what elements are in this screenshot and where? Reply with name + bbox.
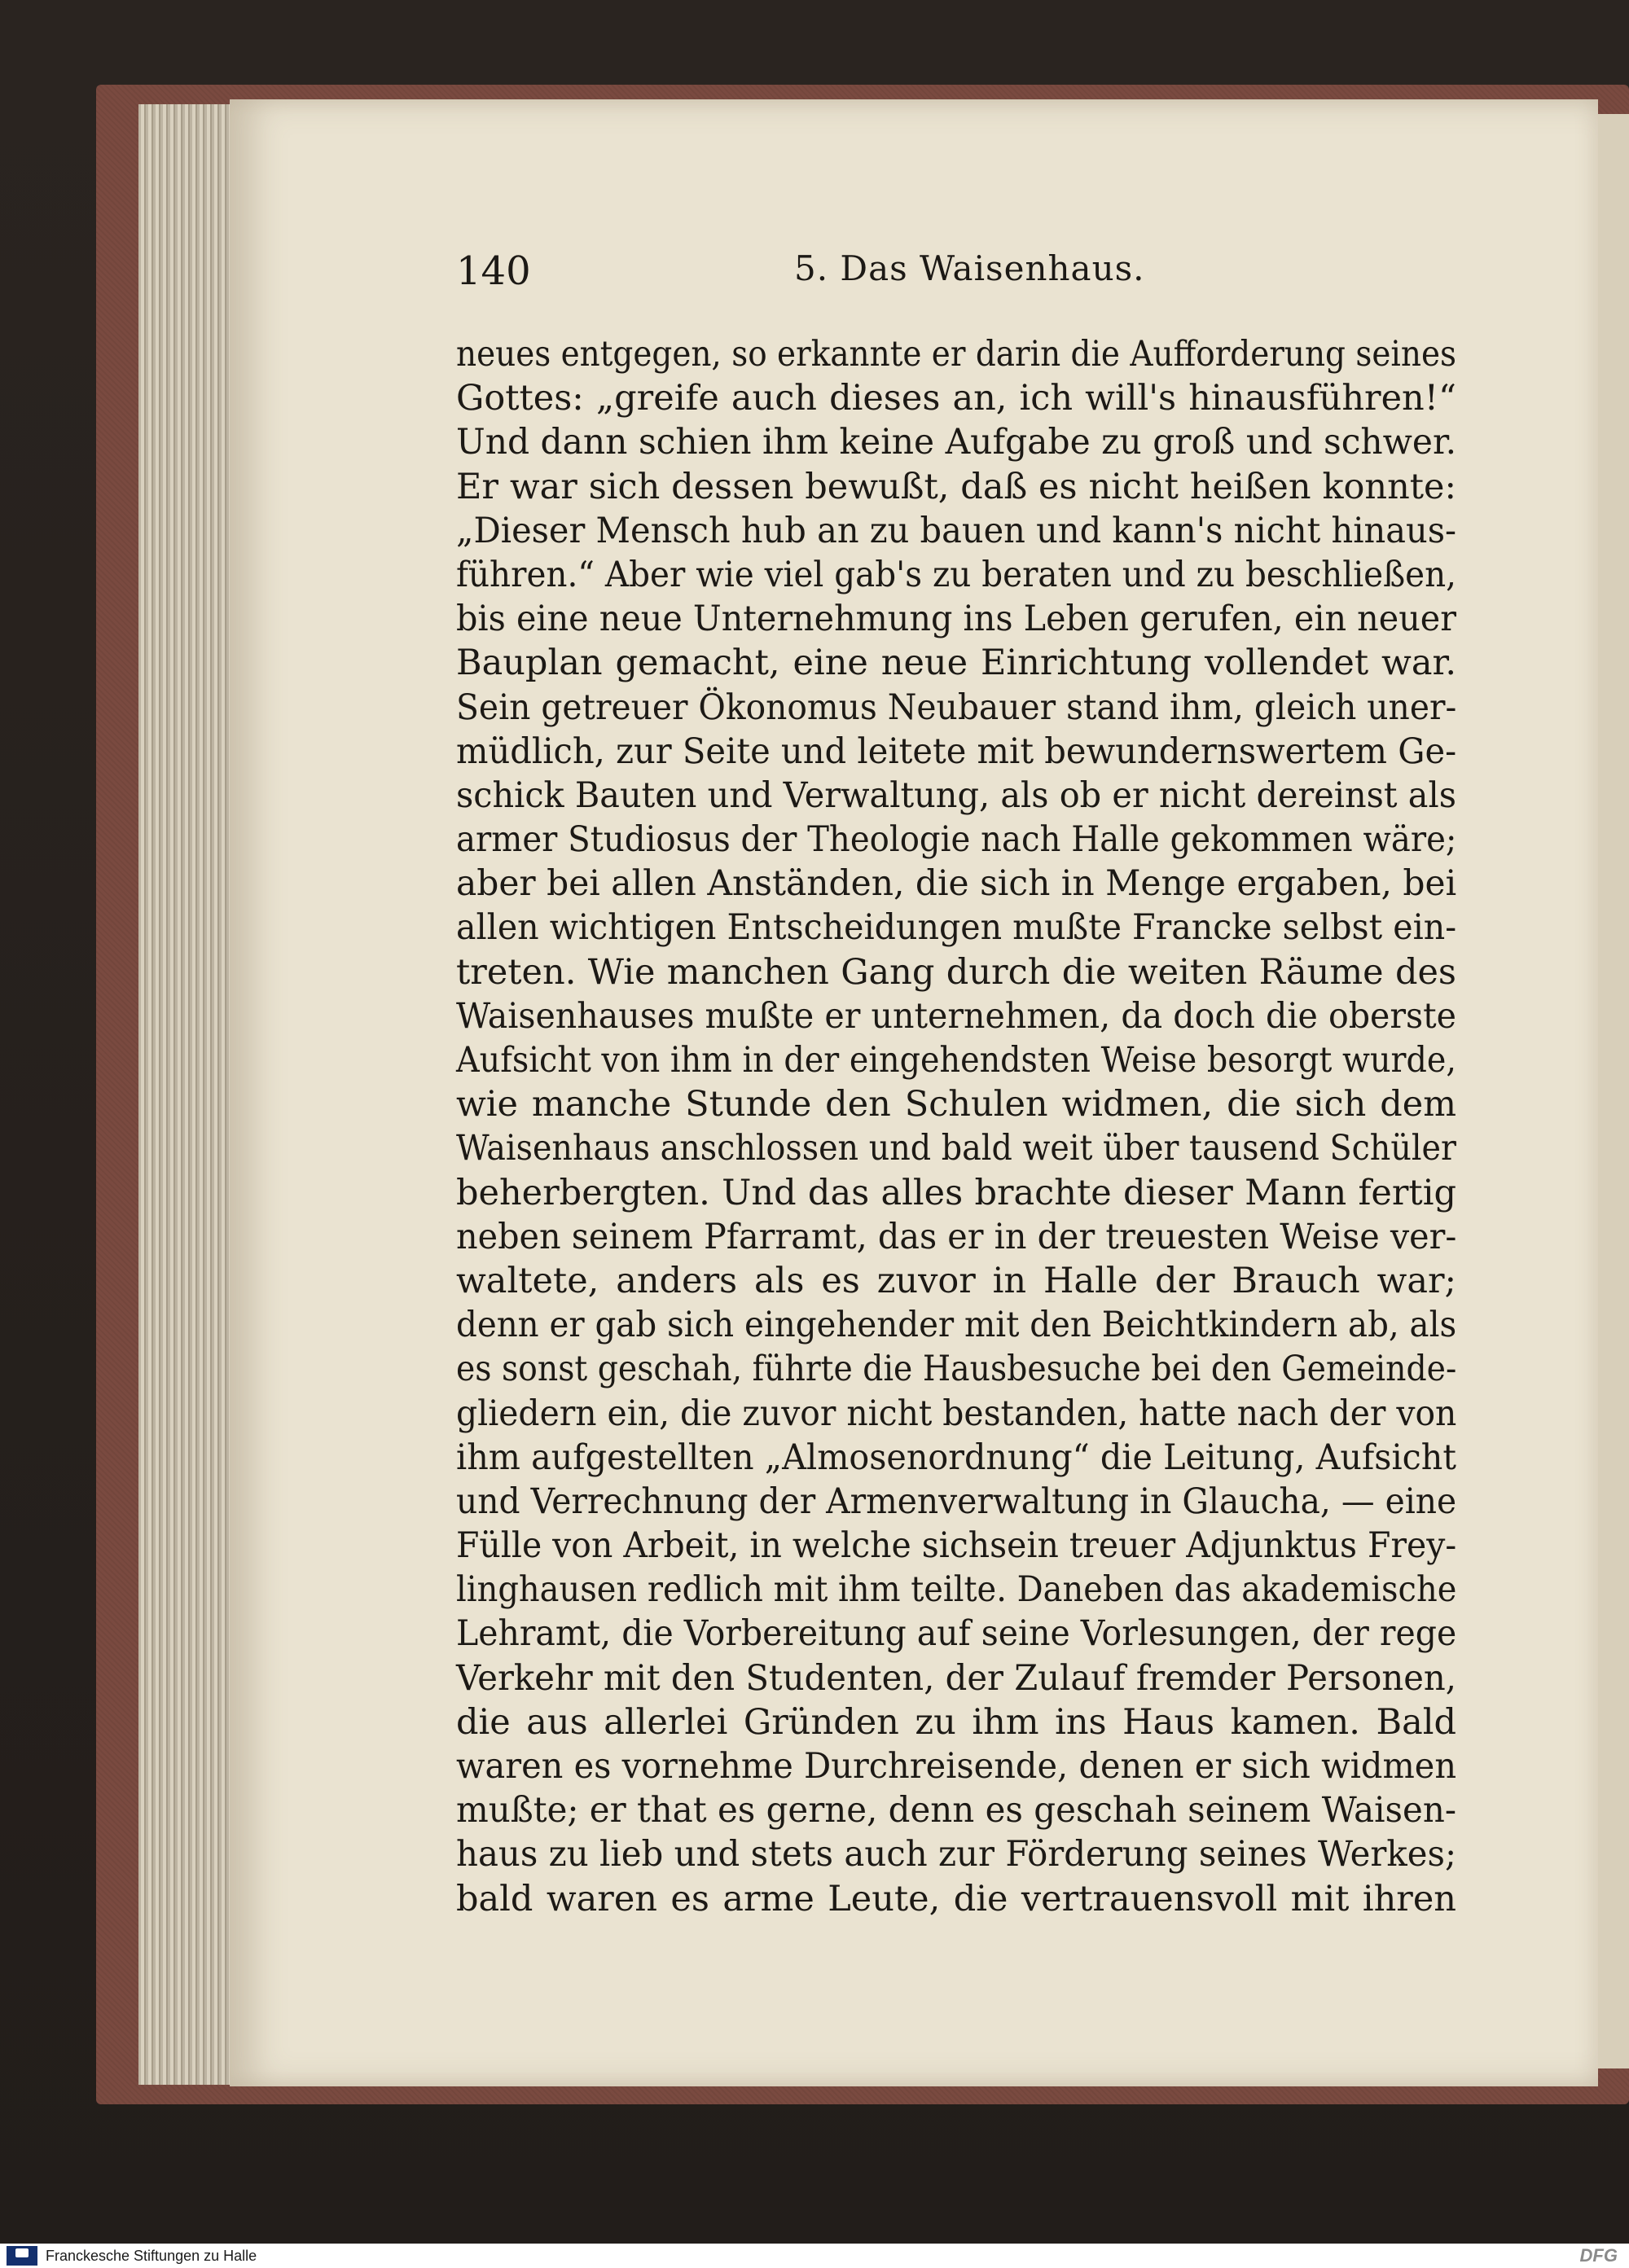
text-line: Bauplan gemacht, eine neue Einrichtung vollendet war. xyxy=(456,643,1456,684)
text-line: haus zu lieb und stets auch zur Förderung seines Werkes; xyxy=(456,1834,1457,1875)
text-line: linghausen redlich mit ihm teilte. Daneben das akademische xyxy=(456,1569,1457,1611)
text-line: Lehramt, die Vorbereitung auf seine Vorlesungen, der rege xyxy=(456,1613,1457,1655)
text-line: „Dieser Mensch hub an zu bauen und kann's nicht hinaus- xyxy=(456,510,1457,551)
text-line: führen.“ Aber wie viel gab's zu beraten und zu beschließen, xyxy=(456,554,1457,595)
text-line: schick Bauten und Verwaltung, als ob er nicht dereinst als xyxy=(456,774,1456,816)
text-line: mußte; er that es gerne, denn es geschah seinem Waisen- xyxy=(456,1790,1456,1832)
text-line: Sein getreuer Ökonomus Neubauer stand ihm, gleich uner- xyxy=(456,687,1457,728)
text-line: Er war sich dessen bewußt, daß es nicht heißen konnte: xyxy=(456,466,1456,507)
text-line: bald waren es arme Leute, die vertrauensvoll mit ihren xyxy=(456,1878,1456,1919)
text-line: neben seinem Pfarramt, das er in der treuesten Weise ver- xyxy=(456,1216,1457,1257)
text-line: Waisenhauses mußte er unternehmen, da doch die oberste xyxy=(456,995,1457,1037)
running-head: 5. Das Waisenhaus. xyxy=(794,248,1145,288)
page-number: 140 xyxy=(456,248,531,294)
text-line: waltete, anders als es zuvor in Halle der Brauch war; xyxy=(456,1260,1456,1301)
text-line: Fülle von Arbeit, in welche sichsein treuer Adjunktus Frey- xyxy=(456,1525,1457,1567)
institution-name: Franckesche Stiftungen zu Halle xyxy=(46,2248,257,2264)
franckesche-stiftungen-logo-icon xyxy=(7,2246,37,2266)
text-line: allen wichtigen Entscheidungen mußte Francke selbst ein- xyxy=(456,907,1457,949)
text-line: wie manche Stunde den Schulen widmen, die sich dem xyxy=(456,1084,1456,1125)
text-line: Und dann schien ihm keine Aufgabe zu groß und schwer. xyxy=(456,422,1457,463)
text-line: denn er gab sich eingehender mit den Beichtkindern ab, als xyxy=(456,1305,1457,1346)
text-line: armer Studiosus der Theologie nach Halle gekommen wäre; xyxy=(456,819,1457,861)
page-edges xyxy=(138,104,236,2085)
text-line: Aufsicht von ihm in der eingehendsten Weise besorgt wurde, xyxy=(456,1040,1457,1081)
text-line: es sonst geschah, führte die Hausbesuche bei den Gemeinde- xyxy=(456,1349,1457,1390)
text-line: bis eine neue Unternehmung ins Leben gerufen, ein neuer xyxy=(456,599,1456,640)
text-line: neues entgegen, so erkannte er darin die Aufforderung seines xyxy=(456,334,1456,375)
text-line: ihm aufgestellten „Almosenordnung“ die Leitung, Aufsicht xyxy=(456,1437,1456,1478)
text-line: waren es vornehme Durchreisende, denen er sich widmen xyxy=(456,1746,1457,1787)
dfg-logo: DFG xyxy=(1579,2245,1618,2266)
text-line: gliedern ein, die zuvor nicht bestanden, hatte nach der von xyxy=(456,1393,1457,1434)
text-line: und Verrechnung der Armenverwaltung in Glaucha, — eine xyxy=(456,1481,1457,1522)
text-line: aber bei allen Anständen, die sich in Menge ergaben, bei xyxy=(456,863,1457,905)
page-text xyxy=(456,332,1456,1921)
text-line: Verkehr mit den Studenten, der Zulauf fremder Personen, xyxy=(456,1657,1457,1699)
text-line: beherbergten. Und das alles brachte dieser Mann fertig xyxy=(456,1172,1456,1213)
text-line: Waisenhaus anschlossen und bald weit über tausend Schüler xyxy=(456,1128,1456,1169)
viewer-footer xyxy=(0,2244,1629,2268)
text-line: treten. Wie manchen Gang durch die weiten Räume des xyxy=(456,951,1456,993)
text-line: Gottes: „greife auch dieses an, ich will's hinausführen!“ xyxy=(456,378,1456,419)
text-line: müdlich, zur Seite und leitete mit bewundernswertem Ge- xyxy=(456,730,1457,772)
text-line: die aus allerlei Gründen zu ihm ins Haus kamen. Bald xyxy=(456,1701,1456,1743)
